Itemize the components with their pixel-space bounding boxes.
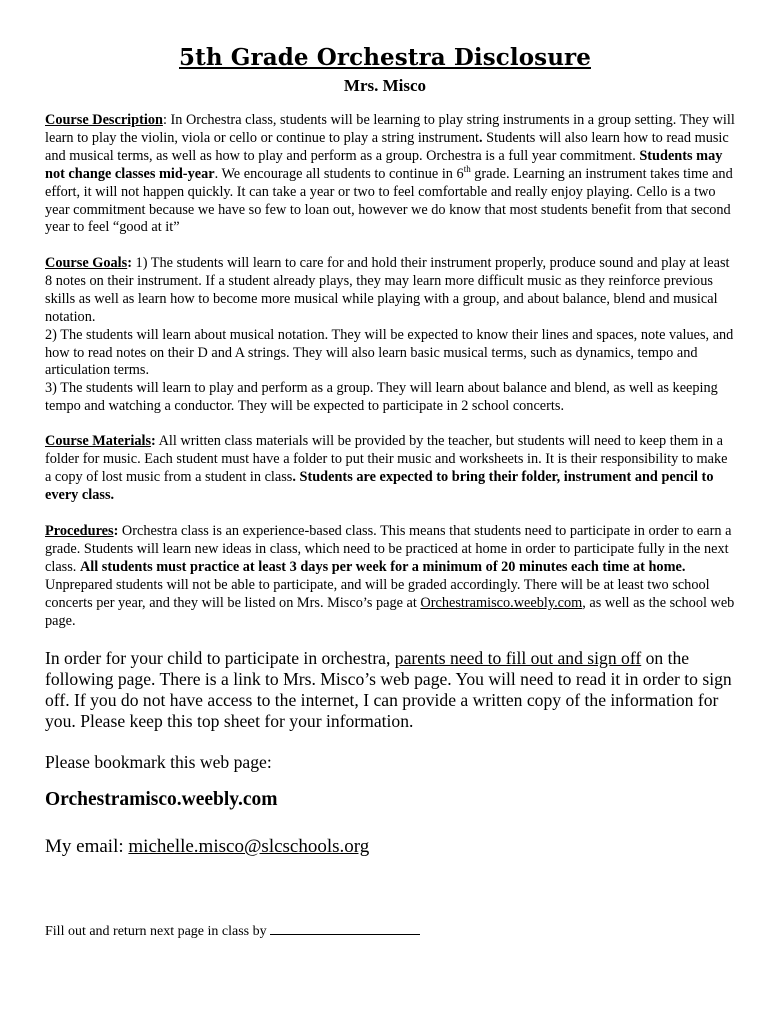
course-description-heading: Course Description	[45, 112, 163, 128]
goal-1: 1) The students will learn to care for and hold their instrument properly, produce sound and play at least 8 notes on their instrument. If a student already plays, they may learn more difficult music as they reinforce previous skills as well as learn how to become more musical while playing with a group, and about balance, blend and musical notation.	[45, 255, 730, 325]
teacher-name: Mrs. Misco	[343, 76, 427, 95]
procedures-heading: Procedures	[45, 523, 114, 539]
practice-requirement: All students must practice at least 3 days per week for a minimum of 20 minutes each time at home.	[79, 558, 686, 575]
goal-2: 2) The students will learn about musical notation. They will be expected to know their lines and spaces, note values, and how to read notes on their D and A strings. They will also learn basic musical terms, such as dynamics, tempo and articulation terms.	[45, 326, 734, 379]
orchestra-site-link[interactable]: Orchestramisco.weebly.com	[420, 594, 583, 611]
page-title: 5th Grade Orchestra Disclosure	[179, 44, 591, 71]
email-line	[45, 838, 735, 856]
website-url[interactable]: Orchestramisco.weebly.com	[45, 789, 278, 810]
email-label: My email:	[45, 836, 129, 857]
signoff-instructions: In order for your child to participate in orchestra, parents need to fill out and sign off on the following page. There is a link to Mrs. Misco’s web page. You will need to read it in order to sign off. If you do not have access to the internet, I can provide a written copy of the information for you. Please keep this top sheet for your information.	[45, 648, 732, 731]
return-instruction-text: Fill out and return next page in class by	[45, 924, 267, 939]
course-goals-heading: Course Goals	[45, 255, 128, 271]
return-instruction	[45, 920, 735, 941]
email-address-link[interactable]: michelle.misco@slcschools.org	[128, 836, 370, 857]
no-change-notice: Students may not change classes mid-year	[45, 147, 723, 182]
course-materials: Course Materials: All written class materials will be provided by the teacher, but students will need to keep them in a folder for music. Each student must have a folder to put their music and worksheets in. It is their responsibility to make a copy of lost music from a student in class. Students are expected to bring their folder, instrument and pencil to every class.	[45, 433, 728, 503]
goal-3: 3) The students will learn to play and perform as a group. They will learn about balance and blend, as well as keeping tempo and watching a conductor. They will be expected to participate in 2 school concerts.	[45, 380, 718, 415]
procedures: Procedures: Orchestra class is an experience-based class. This means that students need to participate in order to earn a grade. Students will learn new ideas in class, which need to be practiced at home in order to participate fully in the next class. All students must practice at least 3 days per week for a minimum of 20 minutes each time at home. Unprepared students will not be able to participate, and will be graded accordingly. There will be at least two school concerts per year, and they will be listed on Mrs. Misco’s page at Orchestramisco.weebly.com, as well as the school web page.	[45, 523, 735, 629]
course-description: Course Description: In Orchestra class, students will be learning to play string instruments in a group setting. They will learn to play the violin, viola or cello or continue to play a string instrument. Students will also learn how to read music and musical terms, as well as how to play and perform as a group. Orchestra is a full year commitment. Students may not change classes mid-year. We encourage all students to continue in 6th grade. Learning an instrument takes time and effort, it will not happen quickly. It can take a year or two to feel comfortable and really enjoy playing. Cello is a two year commitment because we have so few to loan out, however we do know that most students benefit from that second year to feel “good at it”	[45, 112, 735, 236]
course-goals: Course Goals: 1) The students will learn to care for and hold their instrument properly, produce sound and play at least 8 notes on their instrument. If a student already plays, they may learn more difficult music as they reinforce previous skills as well as learn how to become more musical while playing with a group, and about balance, blend and musical notation. 2) The students will learn about musical notation. They will be expected to know their lines and spaces, note values, and how to read notes on their D and A strings. They will also learn basic musical terms, such as dynamics, tempo and articulation terms. 3) The students will learn to play and perform as a group. They will learn about balance and blend, as well as keeping tempo and watching a conductor. They will be expected to participate in 2 school concerts.	[45, 255, 734, 415]
bookmark-prompt: Please bookmark this web page:	[45, 752, 272, 772]
bring-supplies-notice: . Students are expected to bring their folder, instrument and pencil to every class.	[45, 468, 714, 503]
course-materials-heading: Course Materials	[45, 433, 152, 449]
date-blank-line[interactable]	[270, 920, 420, 935]
signoff-emphasis: parents need to fill out and sign off	[394, 648, 642, 668]
